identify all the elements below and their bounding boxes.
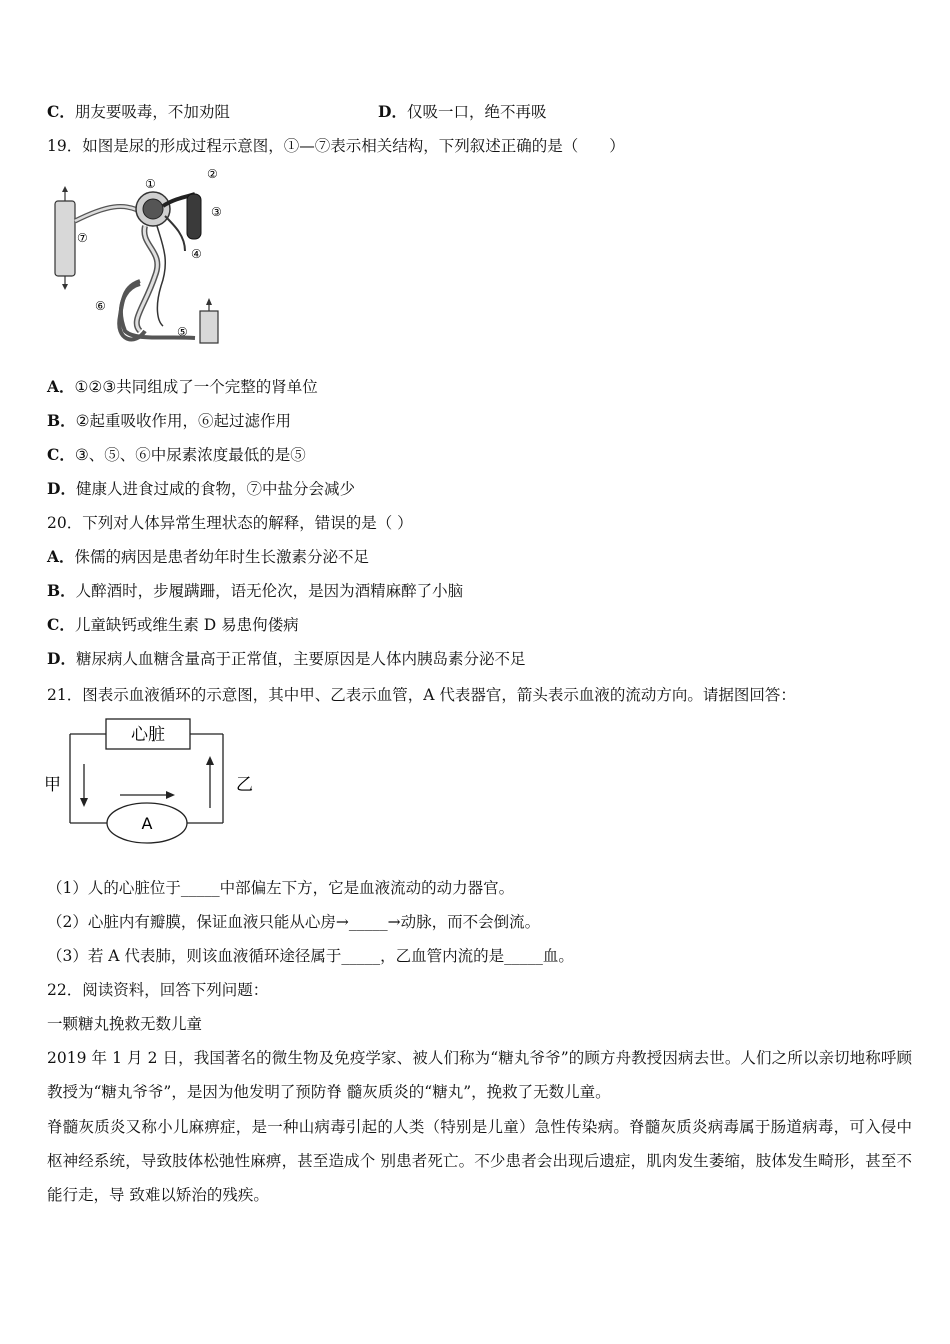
option-text: 儿童缺钙或维生素 D 易患佝偻病 <box>74 616 299 634</box>
option-text: 健康人进食过咸的食物，⑦中盐分会减少 <box>75 480 355 498</box>
option-text: ①②③共同组成了一个完整的肾单位 <box>74 378 318 396</box>
option-text: ③、⑤、⑥中尿素浓度最低的是⑤ <box>74 446 306 464</box>
q21-sub1: （1）人的心脏位于_____中部偏左下方，它是血液流动的动力器官。 <box>47 879 515 897</box>
q19-option-c <box>47 445 306 465</box>
q18-option-d <box>378 102 546 122</box>
option-letter: D． <box>47 649 76 668</box>
option-text: 仅吸一口，绝不再吸 <box>406 103 547 121</box>
option-letter: C． <box>47 615 75 634</box>
q19-option-d <box>47 479 355 499</box>
q20-stem: 20．下列对人体异常生理状态的解释，错误的是（ ） <box>47 514 413 532</box>
option-letter: A． <box>47 547 75 566</box>
q22-paragraph-2: 脊髓灰质炎又称小儿麻痹症，是一种山病毒引起的人类（特别是儿童）急性传染病。脊髓灰质炎病毒属于肠道病毒，可入侵中枢神经系统，导致肢体松弛性麻痹，甚至造成个 别患者死亡。不少患者会出现后遗症，肌肉发生萎缩，肢体发生畸形，甚至不能行走，导 致难以矫治的残疾。 <box>47 1118 912 1204</box>
option-text: 人醉酒时，步履蹒跚，语无伦次，是因为酒精麻醉了小脑 <box>75 582 464 600</box>
q19-option-a <box>47 377 318 397</box>
label-6: ⑥ <box>95 299 106 313</box>
q20-option-c <box>47 615 299 635</box>
heart-label: 心脏 <box>131 725 165 745</box>
q21-sub3: （3）若 A 代表肺，则该血液循环途径属于_____，乙血管内流的是_____血。 <box>47 947 574 965</box>
label-1: ① <box>145 177 156 191</box>
option-text: 糖尿病人血糖含量高于正常值，主要原因是人体内胰岛素分泌不足 <box>75 650 526 668</box>
label-7: ⑦ <box>77 231 88 245</box>
organ-label: A <box>141 814 153 833</box>
vessel-jia-label: 甲 <box>44 775 61 795</box>
q22-reading-title: 一颗糖丸挽救无数儿童 <box>47 1015 203 1033</box>
kidney-nephron-diagram <box>45 166 235 346</box>
option-letter: D． <box>378 102 407 121</box>
label-3: ③ <box>211 205 222 219</box>
option-letter: A． <box>47 377 75 396</box>
option-text: 朋友要吸毒，不加劝阻 <box>74 103 230 121</box>
q22-stem: 22．阅读资料，回答下列问题： <box>47 981 269 999</box>
q20-option-d <box>47 649 525 669</box>
label-4: ④ <box>191 247 202 261</box>
q21-stem: 21．图表示血液循环的示意图，其中甲、乙表示血管，A 代表器官，箭头表示血液的流动方向。请据图回答： <box>47 686 796 704</box>
option-letter: B． <box>47 581 76 600</box>
vessel-yi-label: 乙 <box>236 775 253 795</box>
option-letter: C． <box>47 445 75 464</box>
option-text: 侏儒的病因是患者幼年时生长激素分泌不足 <box>74 548 370 566</box>
q19-stem: 19．如图是尿的形成过程示意图，①—⑦表示相关结构，下列叙述正确的是（ ） <box>47 137 625 155</box>
option-letter: D． <box>47 479 76 498</box>
circulation-diagram <box>40 716 265 852</box>
option-letter: B． <box>47 411 76 430</box>
q22-paragraph-1: 2019 年 1 月 2 日，我国著名的微生物及免疫学家、被人们称为“糖丸爷爷”的顾方舟教授因病去世。人们之所以亲切地称呼顾教授为“糖丸爷爷”，是因为他发明了预防脊 髓灰质炎的“糖丸”，挽救了无数儿童。 <box>47 1049 912 1101</box>
q20-option-a <box>47 547 369 567</box>
q20-option-b <box>47 581 463 601</box>
q19-option-b <box>47 411 291 431</box>
q21-sub2: （2）心脏内有瓣膜，保证血液只能从心房→_____→动脉，而不会倒流。 <box>47 913 541 931</box>
label-2: ② <box>207 167 218 181</box>
option-text: ②起重吸收作用，⑥起过滤作用 <box>75 412 292 430</box>
q18-option-c <box>47 102 230 122</box>
option-letter: C． <box>47 102 75 121</box>
label-5: ⑤ <box>177 325 188 339</box>
